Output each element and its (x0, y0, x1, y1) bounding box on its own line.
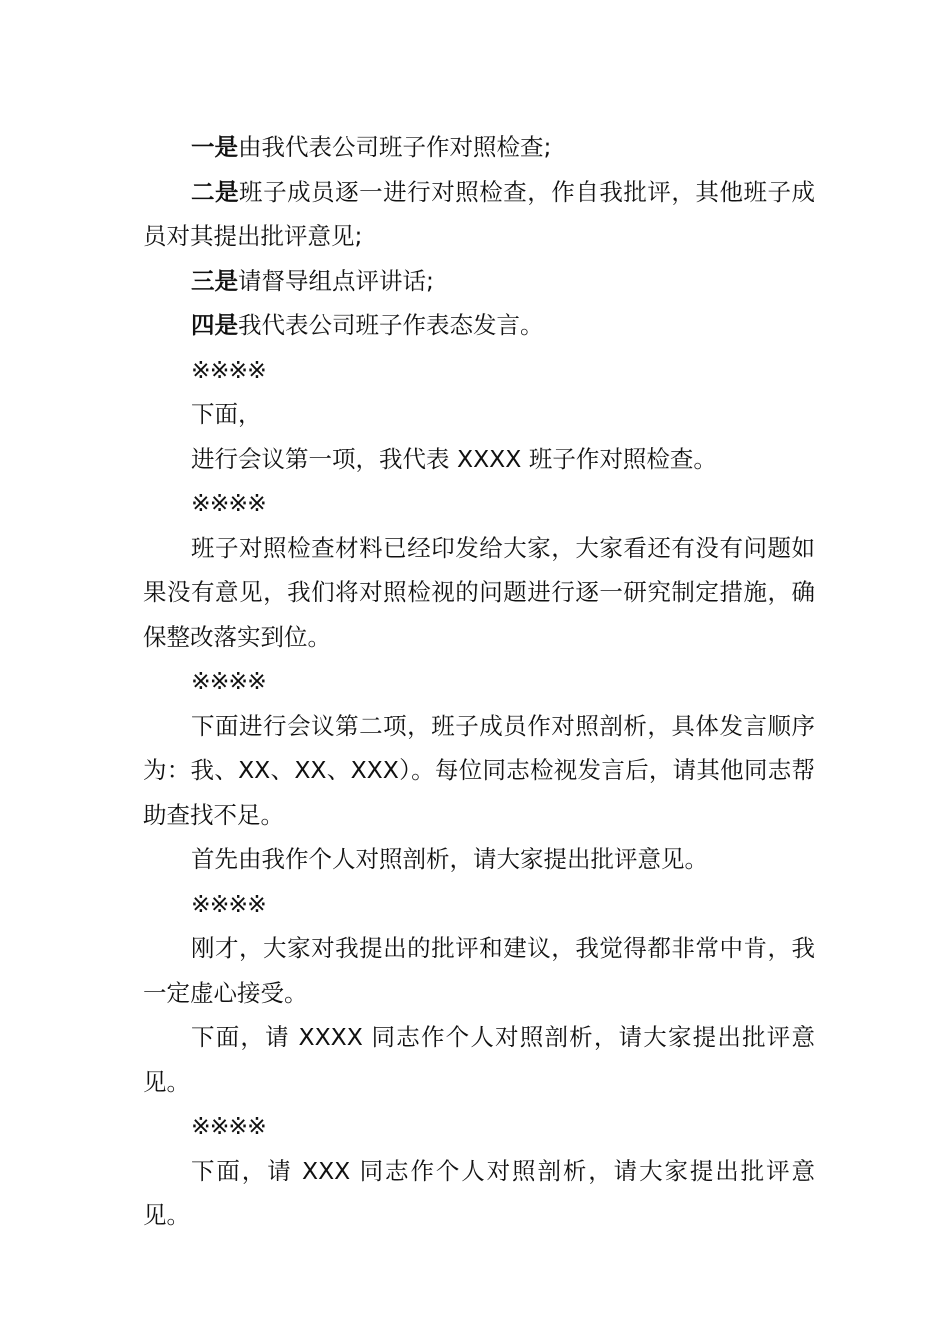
agenda-lead: 一是 (191, 133, 238, 161)
agenda-text: 班子成员逐一进行对照检查，作自我批评，其他班子成员对其提出批评意见; (143, 177, 816, 250)
body-paragraph: 下面， (191, 400, 262, 428)
document-body (143, 125, 815, 1238)
body-paragraph: 下面，请 XXX 同志作个人对照剖析，请大家提出批评意见。 (143, 1156, 815, 1229)
body-paragraph: 下面进行会议第二项，班子成员作对照剖析，具体发言顺序为：我、XX、XX、XXX）。每位同志检视发言后，请其他同志帮助查找不足。 (143, 711, 815, 829)
section-separator: ※※※※ (191, 1112, 266, 1140)
section-separator: ※※※※ (191, 489, 266, 517)
section-separator: ※※※※ (191, 355, 266, 384)
agenda-lead: 二是 (191, 177, 240, 206)
agenda-item-3 (143, 259, 815, 304)
body-paragraph: 班子对照检查材料已经印发给大家，大家看还有没有问题如果没有意见，我们将对照检视的问题进行逐一研究制定措施，确保整改落实到位。 (143, 533, 815, 651)
section-separator: ※※※※ (191, 667, 266, 695)
body-paragraph: 刚才，大家对我提出的批评和建议，我觉得都非常中肯，我一定虚心接受。 (143, 934, 815, 1007)
agenda-item-1 (143, 125, 815, 170)
section-separator: ※※※※ (191, 889, 266, 918)
body-paragraph: 进行会议第一项，我代表 XXXX 班子作对照检查。 (191, 444, 717, 473)
body-paragraph: 首先由我作个人对照剖析，请大家提出批评意见。 (191, 845, 708, 873)
agenda-item-4 (143, 303, 815, 348)
agenda-lead: 三是 (191, 266, 238, 295)
body-paragraph: 下面，请 XXXX 同志作个人对照剖析，请大家提出批评意见。 (143, 1023, 815, 1096)
agenda-text: 请督导组点评讲话; (238, 266, 434, 295)
agenda-text: 由我代表公司班子作对照检查; (238, 133, 552, 161)
agenda-lead: 四是 (191, 311, 238, 339)
agenda-text: 我代表公司班子作表态发言。 (238, 311, 544, 339)
agenda-item-2 (143, 170, 815, 259)
